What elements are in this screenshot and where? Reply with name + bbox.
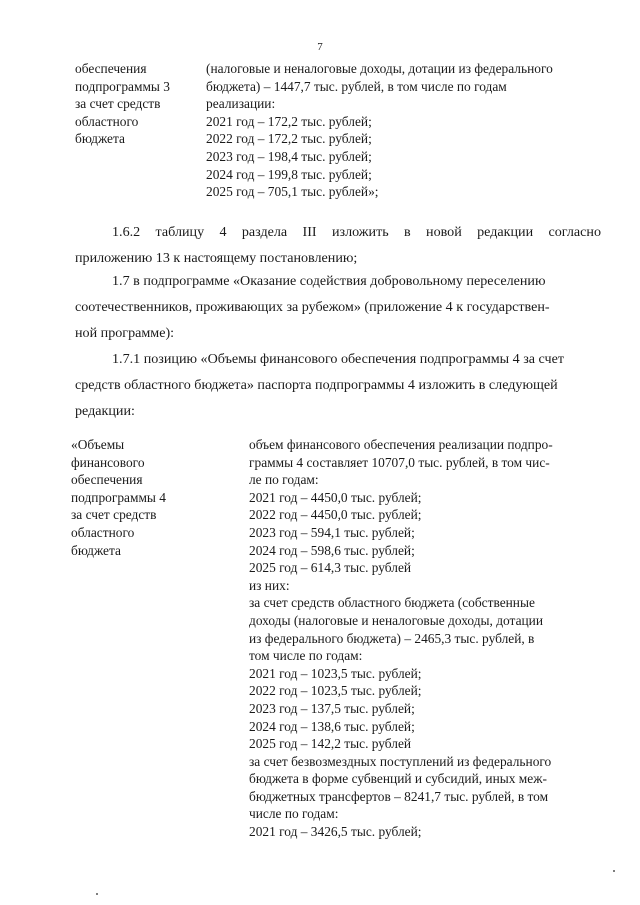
paragraph-line: средств областного бюджета» паспорта подпрограммы 4 изложить в следующей: [75, 377, 558, 393]
paragraph-line: 1.7 в подпрограмме «Оказание содействия добровольному переселению: [112, 273, 546, 289]
block1-right-line: (налоговые и неналоговые доходы, дотации из федерального: [206, 61, 553, 76]
block1-right-line: 2024 год – 199,8 тыс. рублей;: [206, 166, 372, 182]
block1-left-line: подпрограммы 3: [75, 78, 170, 94]
scan-speck: [613, 870, 615, 872]
paragraph-line: 1.6.2 таблицу 4 раздела III изложить в новой редакции согласно: [112, 224, 601, 240]
block2-left-line: за счет средств: [71, 507, 157, 523]
block2-left-line: подпрограммы 4: [71, 489, 166, 505]
block2-left-line: «Объемы: [71, 437, 125, 452]
block1-right-line: 2022 год – 172,2 тыс. рублей;: [206, 131, 372, 147]
block2-right-line: бюджета в форме субвенций и субсидий, иных меж-: [249, 771, 547, 787]
paragraph-line: редакции:: [75, 403, 135, 419]
block1-right-line: 2023 год – 198,4 тыс. рублей;: [206, 148, 372, 164]
block2-right-column: [249, 436, 553, 841]
block2-right-line: из них:: [249, 577, 290, 593]
block2-right-line: 2025 год – 142,2 тыс. рублей: [249, 736, 412, 752]
paragraph-line: 1.7.1 позицию «Объемы финансового обеспечения подпрограммы 4 за счет: [112, 351, 565, 367]
block2-right-line: 2021 год – 1023,5 тыс. рублей;: [249, 665, 422, 681]
block2-right-line: 2023 год – 594,1 тыс. рублей;: [249, 524, 415, 540]
block2-right-line: 2024 год – 138,6 тыс. рублей;: [249, 718, 415, 734]
block2-right-line: бюджетных трансфертов – 8241,7 тыс. рублей, в том: [249, 788, 549, 804]
block2-left-line: областного: [71, 524, 135, 540]
block2-right-line: 2024 год – 598,6 тыс. рублей;: [249, 542, 415, 558]
paragraph-1-7-1: [75, 346, 601, 424]
paragraph-line: соотечественников, проживающих за рубежом» (приложение 4 к государствен-: [75, 299, 550, 315]
block2-left-line: обеспечения: [71, 472, 143, 488]
block2-right-line: из федерального бюджета) – 2465,3 тыс. рублей, в: [249, 630, 535, 646]
paragraph-line: ной программе):: [75, 325, 175, 341]
block2-right-line: за счет средств областного бюджета (собственные: [249, 595, 535, 611]
block2-right-line: доходы (налоговые и неналоговые доходы, дотации: [249, 612, 544, 628]
paragraph-1-7: [75, 268, 601, 346]
page-number: 7: [317, 41, 323, 53]
block1-right-line: 2021 год – 172,2 тыс. рублей;: [206, 113, 372, 129]
block2-right-line: числе по годам:: [249, 806, 339, 822]
block1-right-line: 2025 год – 705,1 тыс. рублей»;: [206, 184, 379, 200]
block1-left-line: обеспечения: [75, 61, 147, 76]
paragraph-line: приложению 13 к настоящему постановлению;: [75, 250, 358, 266]
block2-left-column: [71, 436, 166, 559]
block1-left-line: за счет средств: [75, 96, 161, 112]
block1-left-line: областного: [75, 113, 139, 129]
block2-right-line: за счет безвозмездных поступлений из федерального: [249, 753, 552, 769]
block2-right-line: 2021 год – 3426,5 тыс. рублей;: [249, 824, 422, 840]
block2-left-line: финансового: [71, 454, 145, 470]
block2-right-line: 2022 год – 4450,0 тыс. рублей;: [249, 507, 422, 523]
block1-right-line: реализации:: [206, 96, 276, 112]
block2-right-line: ле по годам:: [249, 472, 319, 488]
paragraph-1-6-2: [75, 219, 601, 271]
block2-right-line: 2022 год – 1023,5 тыс. рублей;: [249, 683, 422, 699]
block1-right-line: бюджета) – 1447,7 тыс. рублей, в том числе по годам: [206, 78, 507, 94]
block2-right-line: 2021 год – 4450,0 тыс. рублей;: [249, 489, 422, 505]
block2-left-line: бюджета: [71, 542, 121, 558]
scan-speck: [96, 893, 98, 895]
block2-right-line: объем финансового обеспечения реализации подпро-: [249, 437, 553, 452]
block1-left-line: бюджета: [75, 131, 125, 147]
block2-right-line: граммы 4 составляет 10707,0 тыс. рублей, в том чис-: [249, 454, 550, 470]
block1-right-column: [206, 60, 553, 201]
block2-right-line: том числе по годам:: [249, 648, 363, 664]
block2-right-line: 2025 год – 614,3 тыс. рублей: [249, 560, 412, 576]
block1-left-column: [75, 60, 170, 148]
block2-right-line: 2023 год – 137,5 тыс. рублей;: [249, 700, 415, 716]
